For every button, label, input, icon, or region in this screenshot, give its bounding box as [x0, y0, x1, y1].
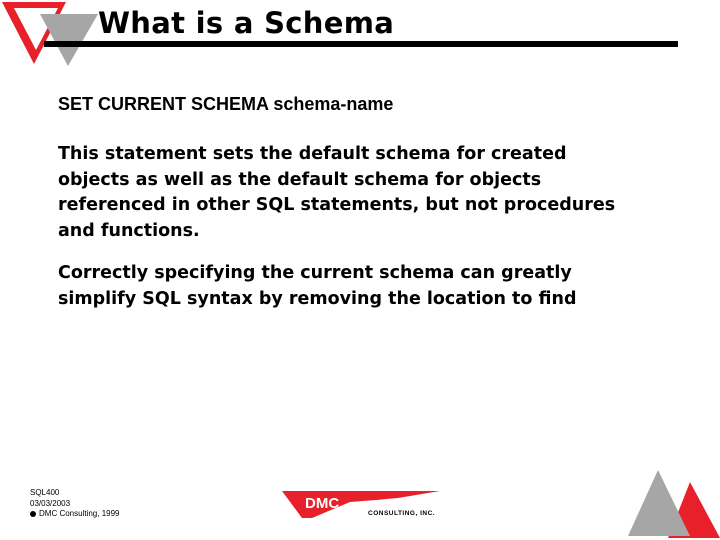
footer-date: 03/03/2003: [30, 498, 71, 508]
copyright-icon: [30, 511, 36, 517]
corner-triangle-icon: [0, 0, 100, 70]
sql-command: SET CURRENT SCHEMA schema-name: [58, 94, 394, 114]
footer-copyright: DMC Consulting, 1999: [39, 509, 120, 518]
footer-info: [30, 488, 119, 520]
logo-name: DMC: [305, 495, 340, 512]
paragraph-line: Correctly specifying the current schema can greatly: [58, 263, 572, 283]
footer-copyright-line: [30, 509, 119, 520]
description-paragraph: [58, 142, 658, 244]
slide-title: What is a Schema: [98, 6, 395, 40]
benefit-paragraph: [58, 261, 658, 312]
gray-triangle: [40, 14, 98, 66]
paragraph-line: referenced in other SQL statements, but not procedures: [58, 195, 616, 215]
gray-triangle: [628, 470, 690, 536]
logo-subtext: CONSULTING, INC.: [368, 510, 436, 517]
paragraph-line: This statement sets the default schema for created: [58, 144, 567, 164]
paragraph-line: objects as well as the default schema for objects: [58, 169, 542, 190]
corner-triangles-icon: [628, 466, 720, 540]
paragraph-line: and functions.: [58, 220, 200, 241]
title-underline: [44, 41, 678, 47]
paragraph-line: simplify SQL syntax by removing the location to find: [58, 288, 577, 309]
dmc-logo: [280, 488, 446, 522]
footer-course: SQL400: [30, 488, 60, 497]
